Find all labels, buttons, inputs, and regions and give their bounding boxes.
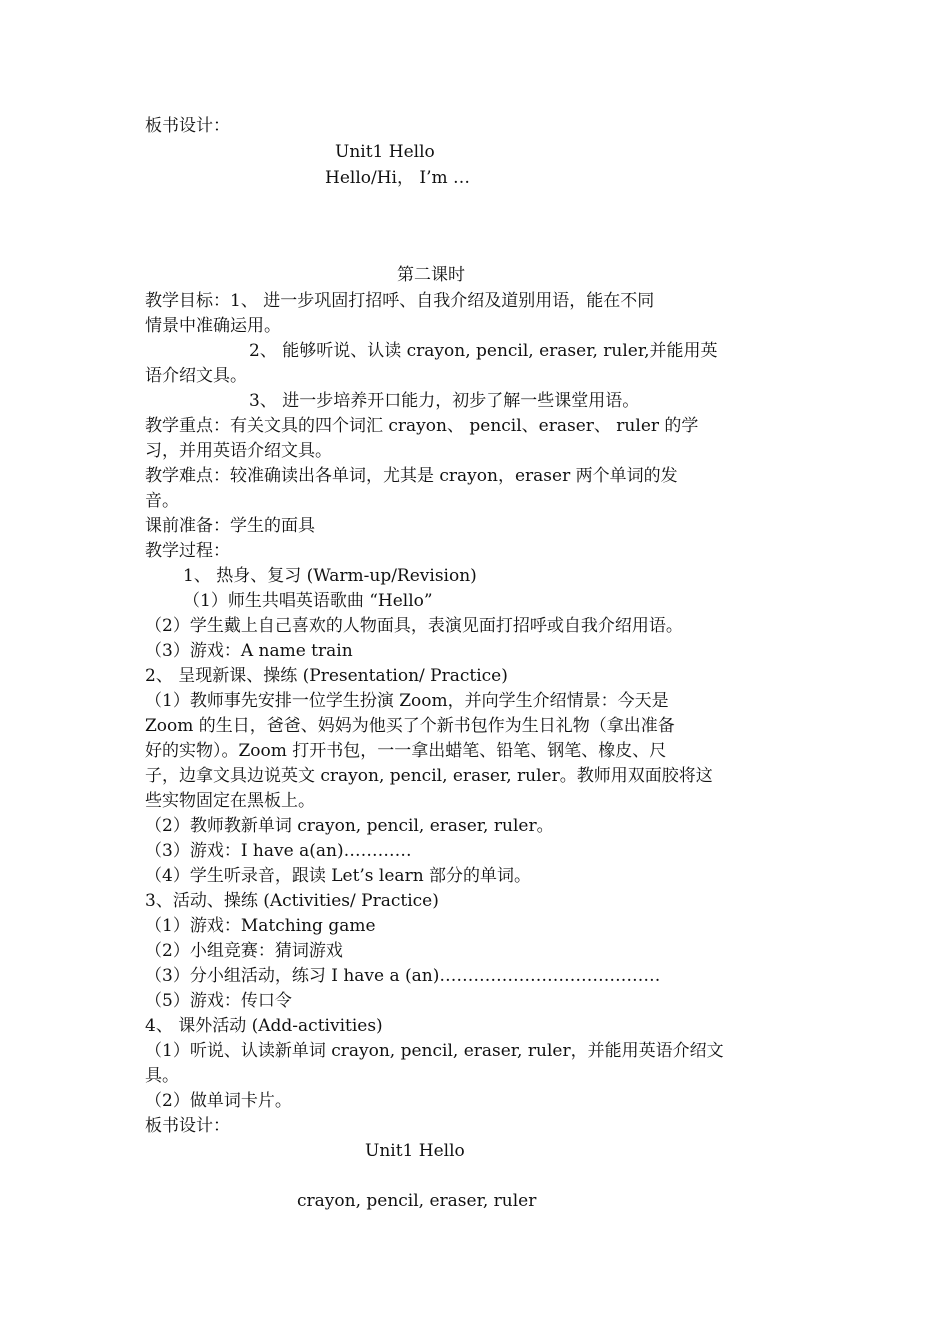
step4-item-1-line-2: 具。 <box>145 1066 179 1086</box>
key-points-line-2: 习，并用英语介绍文具。 <box>145 441 332 461</box>
step3-item-1: （1）游戏：Matching game <box>145 916 376 936</box>
board2-label: 板书设计： <box>145 1116 230 1136</box>
preparation-line: 课前准备：学生的面具 <box>145 516 315 536</box>
board2-unit-title: Unit1 Hello <box>365 1141 465 1161</box>
lesson-heading: 第二课时 <box>397 265 465 285</box>
board2-words: crayon, pencil, eraser, ruler <box>297 1191 537 1211</box>
objectives-line-4: 语介绍文具。 <box>145 366 247 386</box>
objectives-line-5: 3、 进一步培养开口能力，初步了解一些课堂用语。 <box>249 391 640 411</box>
step4-item-1-line-1: （1）听说、认读新单词 crayon, pencil, eraser, ruler，并能用英语介绍文 <box>145 1041 724 1061</box>
objectives-line-3: 2、 能够听说、认读 crayon, pencil, eraser, ruler,并能用英 <box>249 341 718 361</box>
board-design-label: 板书设计： <box>145 116 230 136</box>
key-points-line-1: 教学重点：有关文具的四个词汇 crayon、 pencil、eraser、 ruler 的学 <box>145 416 699 436</box>
step1-item-3: （3）游戏：A name train <box>145 641 353 661</box>
step2-item-1-line-1: （1）教师事先安排一位学生扮演 Zoom，并向学生介绍情景：今天是 <box>145 691 669 711</box>
step3-title: 3、活动、操练 (Activities/ Practice) <box>145 891 439 911</box>
difficulties-line-1: 教学难点：较准确读出各单词，尤其是 crayon，eraser 两个单词的发 <box>145 466 678 486</box>
step2-item-1-line-2: Zoom 的生日，爸爸、妈妈为他买了个新书包作为生日礼物（拿出准备 <box>145 716 675 736</box>
board-phrase: Hello/Hi， I’m … <box>325 168 471 188</box>
objectives-line-2: 情景中准确运用。 <box>145 316 281 336</box>
difficulties-line-2: 音。 <box>145 491 179 511</box>
step2-item-2: （2）教师教新单词 crayon, pencil, eraser, ruler。 <box>145 816 554 836</box>
step2-item-3: （3）游戏：I have a(an)………… <box>145 841 412 861</box>
step2-item-1-line-3: 好的实物）。Zoom 打开书包，一一拿出蜡笔、铅笔、钢笔、橡皮、尺 <box>145 741 667 761</box>
step2-item-1-line-5: 些实物固定在黑板上。 <box>145 791 315 811</box>
step2-title: 2、 呈现新课、操练 (Presentation/ Practice) <box>145 666 508 686</box>
step2-item-4: （4）学生听录音，跟读 Let’s learn 部分的单词。 <box>145 866 532 886</box>
board-unit-title: Unit1 Hello <box>335 142 435 162</box>
step3-item-5: （5）游戏：传口令 <box>145 991 292 1011</box>
step1-item-2: （2）学生戴上自己喜欢的人物面具，表演见面打招呼或自我介绍用语。 <box>145 616 683 636</box>
step1-item-1: （1）师生共唱英语歌曲 “Hello” <box>183 591 433 611</box>
process-label: 教学过程： <box>145 541 230 561</box>
step1-title: 1、 热身、复习 (Warm-up/Revision) <box>183 566 477 586</box>
step4-title: 4、 课外活动 (Add-activities) <box>145 1016 383 1036</box>
step2-item-1-line-4: 子，边拿文具边说英文 crayon, pencil, eraser, ruler。教师用双面胶将这 <box>145 766 713 786</box>
step4-item-2: （2）做单词卡片。 <box>145 1091 292 1111</box>
objectives-line-1: 教学目标：1、 进一步巩固打招呼、自我介绍及道别用语，能在不同 <box>145 291 655 311</box>
step3-item-3: （3）分小组活动，练习 I have a (an)………………………………… <box>145 966 661 986</box>
step3-item-2: （2）小组竞赛：猜词游戏 <box>145 941 343 961</box>
